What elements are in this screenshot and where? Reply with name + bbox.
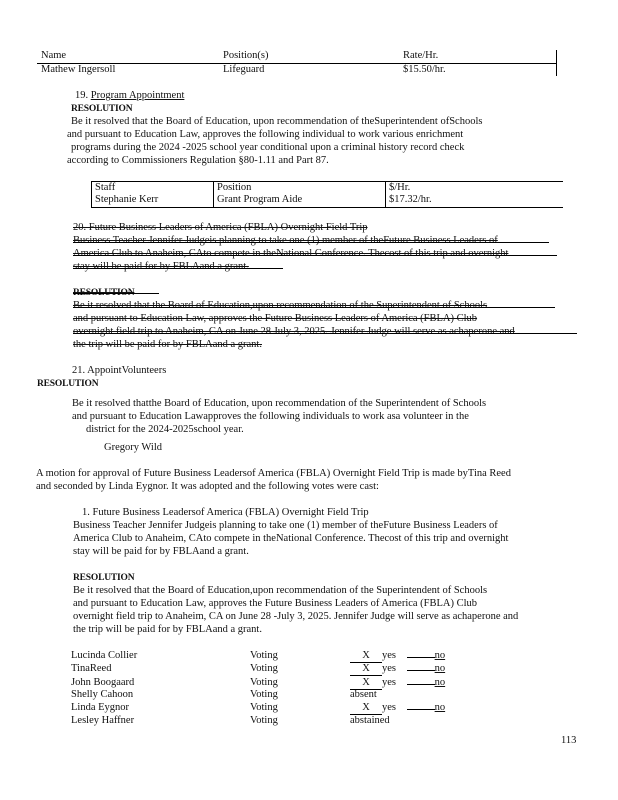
yes-mark: X — [350, 663, 382, 676]
item20-text-line-struck: stay will be paid for by FBLAand a grant. — [73, 261, 249, 272]
voter-status: Voting — [250, 663, 278, 674]
item1-resolution-line: and pursuant to Education Law, approves the Future Business Leaders of America (FBLA) Club — [73, 598, 478, 609]
yes-mark: X — [350, 650, 382, 663]
no-label: no — [434, 650, 446, 661]
voter-status: Voting — [250, 715, 278, 726]
yes-label: yes — [382, 702, 396, 713]
staff-table-col-divider — [385, 181, 386, 207]
item20-resolution-label-struck: RESOLUTION — [73, 288, 135, 298]
yes-label: yes — [382, 677, 396, 688]
item19-number: 19. — [75, 90, 91, 101]
item1-resolution-line: overnight field trip to Anaheim, CA on June 28 -July 3, 2025. Jennifer Judge will serve as achaperone and — [73, 611, 519, 622]
vote-note: abstained — [350, 715, 390, 726]
staff-table-top-border — [91, 181, 563, 182]
item19-text-line: according to Commissioners Regulation §80-1.11 and Part 87. — [67, 155, 329, 166]
item21-heading: 21. AppointVolunteers — [72, 365, 167, 376]
no-label: no — [434, 677, 446, 688]
item21-text-line: Be it resolved thatthe Board of Education, upon recommendation of the Superintendent of Schools — [72, 398, 487, 409]
vote-choice — [350, 650, 445, 663]
motion-text-line: and seconded by Linda Eygnor. It was adopted and the following votes were cast: — [36, 481, 379, 492]
item1-heading: 1. Future Business Leadersof America (FBLA) Overnight Field Trip — [82, 507, 369, 518]
no-label: no — [434, 663, 446, 674]
staff-table-header-staff: Staff — [95, 182, 116, 193]
staff-table-header-position: Position — [217, 182, 252, 193]
item1-resolution-line: Be it resolved that the Board of Education,upon recommendation of the Superintendent of Schools — [73, 585, 488, 596]
yes-mark: X — [350, 677, 382, 690]
motion-text-line: A motion for approval of Future Business Leadersof America (FBLA) Overnight Field Trip is made byTina Reed — [36, 468, 511, 479]
staff-table-col-divider — [213, 181, 214, 207]
table1-header-name: Name — [41, 50, 67, 61]
voter-name: Shelly Cahoon — [71, 689, 134, 700]
item20-resolution-line-struck: Be it resolved that the Board of Education,upon recommendation of the Superintendent of Schools — [73, 300, 488, 311]
item19-heading — [75, 90, 184, 102]
page-number: 113 — [561, 735, 577, 746]
voter-status: Voting — [250, 650, 278, 661]
item19-text-line: Be it resolved that the Board of Education, upon recommendation of theSuperintendent ofSchools — [71, 116, 483, 127]
staff-table-cell-name: Stephanie Kerr — [95, 194, 159, 205]
strike-line — [73, 268, 283, 269]
item20-resolution-line-struck: overnight field trip to Anaheim, CA on June 28 July 3, 2025. Jennifer Judge will serve as achaperone and — [73, 326, 515, 337]
no-label: no — [434, 702, 446, 713]
voter-name: Lesley Haffner — [71, 715, 135, 726]
item1-resolution-label: RESOLUTION — [73, 573, 135, 583]
item19-title: Program Appointment — [90, 90, 185, 101]
table1-cell-name: Mathew Ingersoll — [41, 64, 116, 75]
item20-title-struck: 20. Future Business Leaders of America (FBLA) Overnight Field Trip — [73, 222, 368, 233]
voter-name: Lucinda Collier — [71, 650, 138, 661]
strike-line — [73, 307, 555, 308]
item1-text-line: Business Teacher Jennifer Judgeis planning to take one (1) member of theFuture Business Leaders of — [73, 520, 498, 531]
item21-text-line: district for the 2024-2025school year. — [86, 424, 244, 435]
item20-text-line-struck: Business Teacher Jennifer Judgeis planning to take one (1) member of theFuture Business Leaders of — [73, 235, 498, 246]
table1-cell-position: Lifeguard — [223, 64, 265, 75]
voter-status: Voting — [250, 689, 278, 700]
voter-status: Voting — [250, 677, 278, 688]
vote-choice — [350, 663, 445, 676]
table1-cell-rate: $15.50/hr. — [403, 64, 446, 75]
table1-header-rate: Rate/Hr. — [403, 50, 439, 61]
voter-name: Linda Eygnor — [71, 702, 130, 713]
strike-line — [73, 255, 557, 256]
item1-text-line: stay will be paid for by FBLAand a grant. — [73, 546, 249, 557]
staff-table-header-rate: $/Hr. — [389, 182, 411, 193]
strike-line — [73, 242, 549, 243]
item20-resolution-line-struck: and pursuant to Education Law, approves the Future Business Leaders of America (FBLA) Club — [73, 313, 478, 324]
table1-right-border — [556, 50, 557, 76]
strike-line — [73, 293, 159, 294]
item1-text-line: America Club to Anaheim, CAto compete in theNational Conference. Thecost of this trip and overnight — [73, 533, 509, 544]
staff-table-left-border — [91, 181, 92, 207]
table1-header-position: Position(s) — [223, 50, 269, 61]
yes-label: yes — [382, 650, 396, 661]
volunteer-name: Gregory Wild — [104, 442, 162, 453]
item19-text-line: programs during the 2024 -2025 school year conditional upon a criminal history record check — [71, 142, 465, 153]
vote-choice — [350, 702, 445, 715]
item20-resolution-line-struck: the trip will be paid for by FBLAand a grant. — [73, 339, 262, 350]
yes-mark: X — [350, 702, 382, 715]
item1-resolution-line: the trip will be paid for by FBLAand a grant. — [73, 624, 262, 635]
voter-name: John Boogaard — [71, 677, 135, 688]
item21-text-line: and pursuant to Education Lawapproves the following individuals to work asa volunteer in the — [72, 411, 469, 422]
yes-label: yes — [382, 663, 396, 674]
vote-note: absent — [350, 689, 377, 700]
item19-resolution-label: RESOLUTION — [71, 104, 133, 114]
item21-resolution-label: RESOLUTION — [37, 379, 99, 389]
voter-name: TinaReed — [71, 663, 112, 674]
staff-table-bottom-border — [91, 207, 563, 208]
voter-status: Voting — [250, 702, 278, 713]
strike-line — [73, 333, 577, 334]
item20-text-line-struck: America Club to Anaheim, CAto compete in theNational Conference. Thecost of this trip and overnight — [73, 248, 509, 259]
staff-table-cell-rate: $17.32/hr. — [389, 194, 432, 205]
staff-table-cell-position: Grant Program Aide — [217, 194, 303, 205]
item19-text-line: and pursuant to Education Law, approves the following individual to work various enrichment — [67, 129, 464, 140]
